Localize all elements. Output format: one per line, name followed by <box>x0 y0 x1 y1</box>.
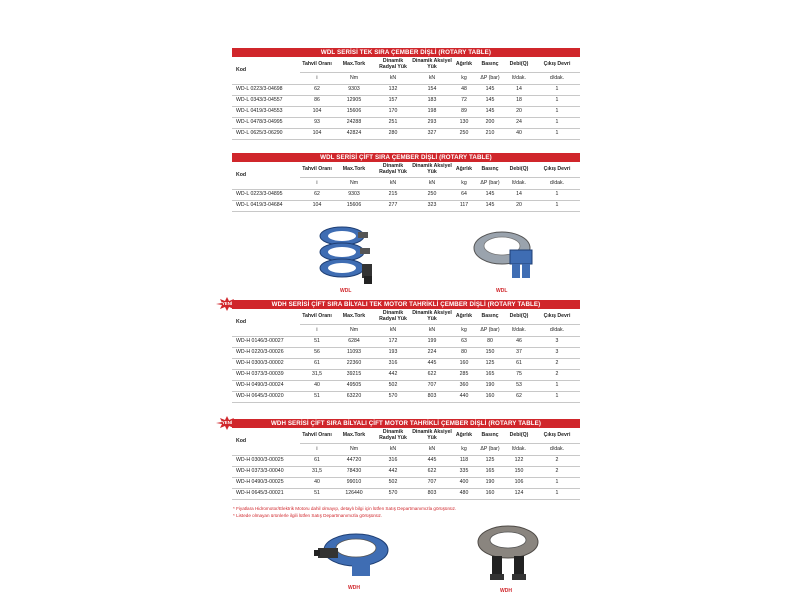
spec-table <box>232 428 580 500</box>
cell-tahvil: 51 <box>300 337 334 348</box>
cell-aksiyel: 803 <box>412 392 452 403</box>
cell-radyal: 132 <box>374 85 412 96</box>
cell-kod: WD-L 0223/3-04895 <box>232 190 300 201</box>
unit-radyal: kN <box>374 178 412 190</box>
product-image-wdh-single <box>312 526 392 582</box>
column-header-agirlik: Ağırlık <box>452 162 476 178</box>
cell-aksiyel: 707 <box>412 478 452 489</box>
table-section-wdl-double <box>232 153 580 212</box>
cell-kod: WD-L 0419/3-04553 <box>232 107 300 118</box>
cell-debi: 20 <box>504 201 534 212</box>
cell-agirlik: 64 <box>452 190 476 201</box>
cell-tork: 42824 <box>334 129 374 140</box>
unit-cikis: d/dak. <box>534 73 580 85</box>
cell-cikis: 3 <box>534 348 580 359</box>
cell-tahvil: 93 <box>300 118 334 129</box>
cell-radyal: 277 <box>374 201 412 212</box>
spec-table <box>232 162 580 212</box>
unit-cikis: d/dak. <box>534 178 580 190</box>
cell-aksiyel: 327 <box>412 129 452 140</box>
unit-tahvil: i <box>300 73 334 85</box>
unit-debi: lt/dak. <box>504 73 534 85</box>
unit-aksiyel: kN <box>412 73 452 85</box>
column-header-debi: Debi(Q) <box>504 309 534 325</box>
cell-debi: 53 <box>504 381 534 392</box>
column-header-tahvil: Tahvil Oranı <box>300 162 334 178</box>
cell-radyal: 170 <box>374 107 412 118</box>
cell-tahvil: 62 <box>300 190 334 201</box>
cell-basinc: 145 <box>476 190 504 201</box>
cell-kod: WD-H 0645/3-00021 <box>232 489 300 500</box>
unit-tork: Nm <box>334 325 374 337</box>
cell-agirlik: 80 <box>452 348 476 359</box>
cell-cikis: 1 <box>534 190 580 201</box>
cell-tahvil: 61 <box>300 359 334 370</box>
column-header-radyal: Dinamik Radyal Yük <box>374 57 412 73</box>
cell-tork: 15606 <box>334 107 374 118</box>
footnote-1: * Fiyatlara Hidromotor/Elektrik Motoru dahil olmayıp, detaylı bilgi için lütfen Satış Departmanımızla görüşünüz. <box>233 506 457 511</box>
cell-agirlik: 285 <box>452 370 476 381</box>
cell-basinc: 145 <box>476 107 504 118</box>
column-header-cikis: Çıkış Devri <box>534 162 580 178</box>
cell-agirlik: 72 <box>452 96 476 107</box>
column-header-aksiyel: Dinamik Aksiyel Yük <box>412 162 452 178</box>
cell-tahvil: 104 <box>300 129 334 140</box>
cell-debi: 61 <box>504 359 534 370</box>
footnote-2: * Listede olmayan ürünlerle ilgili lütfen Satış Departmanımızla görüşünüz. <box>233 512 383 518</box>
cell-basinc: 200 <box>476 118 504 129</box>
cell-aksiyel: 445 <box>412 359 452 370</box>
cell-radyal: 280 <box>374 129 412 140</box>
cell-basinc: 190 <box>476 381 504 392</box>
column-header-tork: Max.Tork <box>334 309 374 325</box>
table-section-wdl-single <box>232 48 580 140</box>
column-header-aksiyel: Dinamik Aksiyel Yük <box>412 309 452 325</box>
cell-cikis: 2 <box>534 467 580 478</box>
cell-agirlik: 89 <box>452 107 476 118</box>
cell-kod: WD-H 0373/3-00040 <box>232 467 300 478</box>
table-row <box>232 337 580 348</box>
column-header-radyal: Dinamik Radyal Yük <box>374 162 412 178</box>
cell-basinc: 160 <box>476 392 504 403</box>
column-header-tork: Max.Tork <box>334 57 374 73</box>
cell-debi: 14 <box>504 190 534 201</box>
table-row <box>232 201 580 212</box>
cell-agirlik: 63 <box>452 337 476 348</box>
cell-cikis: 1 <box>534 392 580 403</box>
column-header-kod: Kod <box>232 57 300 85</box>
cell-aksiyel: 707 <box>412 381 452 392</box>
cell-cikis: 1 <box>534 85 580 96</box>
cell-aksiyel: 622 <box>412 467 452 478</box>
cell-kod: WD-H 0490/3-00024 <box>232 381 300 392</box>
cell-aksiyel: 250 <box>412 190 452 201</box>
column-header-agirlik: Ağırlık <box>452 309 476 325</box>
cell-radyal: 172 <box>374 337 412 348</box>
cell-radyal: 193 <box>374 348 412 359</box>
unit-agirlik: kg <box>452 73 476 85</box>
cell-debi: 75 <box>504 370 534 381</box>
cell-debi: 150 <box>504 467 534 478</box>
cell-radyal: 316 <box>374 359 412 370</box>
cell-tork: 44720 <box>334 456 374 467</box>
unit-tork: Nm <box>334 444 374 456</box>
column-header-cikis: Çıkış Devri <box>534 57 580 73</box>
cell-basinc: 165 <box>476 467 504 478</box>
column-header-tahvil: Tahvil Oranı <box>300 428 334 444</box>
cell-cikis: 1 <box>534 118 580 129</box>
cell-aksiyel: 323 <box>412 201 452 212</box>
cell-tork: 11093 <box>334 348 374 359</box>
column-header-kod: Kod <box>232 162 300 190</box>
cell-tahvil: 104 <box>300 201 334 212</box>
unit-basinc: ΔP (bar) <box>476 444 504 456</box>
column-header-debi: Debi(Q) <box>504 162 534 178</box>
cell-radyal: 316 <box>374 456 412 467</box>
cell-basinc: 125 <box>476 456 504 467</box>
cell-basinc: 145 <box>476 85 504 96</box>
cell-cikis: 1 <box>534 107 580 118</box>
cell-agirlik: 118 <box>452 456 476 467</box>
cell-agirlik: 160 <box>452 359 476 370</box>
column-header-debi: Debi(Q) <box>504 57 534 73</box>
cell-aksiyel: 293 <box>412 118 452 129</box>
unit-aksiyel: kN <box>412 178 452 190</box>
cell-kod: WD-H 0373/3-00039 <box>232 370 300 381</box>
column-header-aksiyel: Dinamik Aksiyel Yük <box>412 428 452 444</box>
cell-radyal: 442 <box>374 467 412 478</box>
column-header-basinc: Basınç <box>476 162 504 178</box>
column-header-aksiyel: Dinamik Aksiyel Yük <box>412 57 452 73</box>
column-header-tork: Max.Tork <box>334 428 374 444</box>
column-header-cikis: Çıkış Devri <box>534 428 580 444</box>
unit-basinc: ΔP (bar) <box>476 73 504 85</box>
cell-tahvil: 40 <box>300 381 334 392</box>
cell-debi: 122 <box>504 456 534 467</box>
cell-tork: 126440 <box>334 489 374 500</box>
cell-kod: WD-L 0419/3-04684 <box>232 201 300 212</box>
cell-tahvil: 51 <box>300 392 334 403</box>
column-header-kod: Kod <box>232 309 300 337</box>
cell-radyal: 215 <box>374 190 412 201</box>
table-row <box>232 359 580 370</box>
product-image-wdl-stack <box>318 222 378 286</box>
cell-debi: 106 <box>504 478 534 489</box>
column-header-cikis: Çıkış Devri <box>534 309 580 325</box>
cell-aksiyel: 803 <box>412 489 452 500</box>
cell-debi: 40 <box>504 129 534 140</box>
column-header-basinc: Basınç <box>476 428 504 444</box>
unit-tahvil: i <box>300 178 334 190</box>
unit-tork: Nm <box>334 73 374 85</box>
cell-cikis: 1 <box>534 96 580 107</box>
unit-radyal: kN <box>374 444 412 456</box>
cell-radyal: 570 <box>374 489 412 500</box>
cell-basinc: 190 <box>476 478 504 489</box>
cell-tork: 6284 <box>334 337 374 348</box>
cell-debi: 124 <box>504 489 534 500</box>
caption-wdl-1: WDL <box>340 288 352 294</box>
section-title: WDL SERİSİ ÇİFT SIRA ÇEMBER DİŞLİ (ROTARY TABLE) <box>232 153 580 162</box>
table-row <box>232 381 580 392</box>
column-header-debi: Debi(Q) <box>504 428 534 444</box>
cell-cikis: 1 <box>534 489 580 500</box>
cell-tork: 49505 <box>334 381 374 392</box>
footnotes <box>233 506 456 519</box>
cell-cikis: 1 <box>534 381 580 392</box>
cell-tahvil: 56 <box>300 348 334 359</box>
spec-table <box>232 309 580 403</box>
new-badge-label: YENİ <box>221 301 233 306</box>
table-section-wdh-single-motor <box>221 300 580 403</box>
unit-cikis: d/dak. <box>534 444 580 456</box>
cell-debi: 14 <box>504 85 534 96</box>
cell-aksiyel: 183 <box>412 96 452 107</box>
cell-tahvil: 51 <box>300 489 334 500</box>
product-image-wdh-double <box>470 520 546 584</box>
table-row <box>232 348 580 359</box>
cell-tork: 78430 <box>334 467 374 478</box>
cell-tork: 12905 <box>334 96 374 107</box>
column-header-tahvil: Tahvil Oranı <box>300 57 334 73</box>
new-badge <box>216 416 238 430</box>
cell-agirlik: 335 <box>452 467 476 478</box>
cell-aksiyel: 224 <box>412 348 452 359</box>
cell-aksiyel: 199 <box>412 337 452 348</box>
column-header-tork: Max.Tork <box>334 162 374 178</box>
cell-basinc: 145 <box>476 96 504 107</box>
cell-radyal: 157 <box>374 96 412 107</box>
cell-kod: WD-L 0223/3-04698 <box>232 85 300 96</box>
cell-debi: 18 <box>504 96 534 107</box>
cell-tork: 63220 <box>334 392 374 403</box>
cell-agirlik: 117 <box>452 201 476 212</box>
cell-agirlik: 250 <box>452 129 476 140</box>
cell-tahvil: 104 <box>300 107 334 118</box>
spec-table <box>232 57 580 140</box>
column-header-basinc: Basınç <box>476 309 504 325</box>
cell-tork: 15606 <box>334 201 374 212</box>
cell-basinc: 145 <box>476 201 504 212</box>
product-image-wdl-single <box>472 224 536 282</box>
unit-aksiyel: kN <box>412 325 452 337</box>
new-badge-label: YENİ <box>221 420 233 425</box>
unit-debi: lt/dak. <box>504 178 534 190</box>
cell-basinc: 80 <box>476 337 504 348</box>
unit-tahvil: i <box>300 325 334 337</box>
cell-debi: 20 <box>504 107 534 118</box>
unit-cikis: d/dak. <box>534 325 580 337</box>
cell-tahvil: 61 <box>300 456 334 467</box>
unit-agirlik: kg <box>452 178 476 190</box>
cell-kod: WD-H 0490/3-00025 <box>232 478 300 489</box>
new-badge <box>216 297 238 311</box>
column-header-agirlik: Ağırlık <box>452 57 476 73</box>
table-row <box>232 467 580 478</box>
cell-tahvil: 40 <box>300 478 334 489</box>
cell-basinc: 165 <box>476 370 504 381</box>
cell-cikis: 1 <box>534 129 580 140</box>
table-row <box>232 118 580 129</box>
cell-kod: WD-H 0300/3-00002 <box>232 359 300 370</box>
unit-basinc: ΔP (bar) <box>476 325 504 337</box>
cell-cikis: 2 <box>534 370 580 381</box>
unit-agirlik: kg <box>452 444 476 456</box>
cell-cikis: 2 <box>534 456 580 467</box>
section-title: WDH SERİSİ ÇİFT SIRA BİLYALI TEK MOTOR TAHRİKLİ ÇEMBER DİŞLİ (ROTARY TABLE) <box>232 300 580 309</box>
table-row <box>232 478 580 489</box>
table-row <box>232 370 580 381</box>
unit-basinc: ΔP (bar) <box>476 178 504 190</box>
cell-radyal: 442 <box>374 370 412 381</box>
column-header-agirlik: Ağırlık <box>452 428 476 444</box>
table-section-wdh-double-motor <box>221 419 580 500</box>
cell-basinc: 160 <box>476 489 504 500</box>
unit-radyal: kN <box>374 73 412 85</box>
cell-kod: WD-L 0343/3-04557 <box>232 96 300 107</box>
cell-agirlik: 400 <box>452 478 476 489</box>
cell-agirlik: 130 <box>452 118 476 129</box>
unit-radyal: kN <box>374 325 412 337</box>
cell-radyal: 502 <box>374 478 412 489</box>
cell-agirlik: 480 <box>452 489 476 500</box>
column-header-basinc: Basınç <box>476 57 504 73</box>
cell-agirlik: 360 <box>452 381 476 392</box>
cell-aksiyel: 445 <box>412 456 452 467</box>
table-row <box>232 190 580 201</box>
cell-basinc: 150 <box>476 348 504 359</box>
cell-debi: 62 <box>504 392 534 403</box>
cell-tork: 39215 <box>334 370 374 381</box>
cell-aksiyel: 154 <box>412 85 452 96</box>
cell-kod: WD-H 0220/3-00026 <box>232 348 300 359</box>
table-row <box>232 85 580 96</box>
cell-agirlik: 440 <box>452 392 476 403</box>
unit-tahvil: i <box>300 444 334 456</box>
table-row <box>232 129 580 140</box>
section-title: WDH SERİSİ ÇİFT SIRA BİLYALI ÇİFT MOTOR TAHRİKLİ ÇEMBER DİŞLİ (ROTARY TABLE) <box>232 419 580 428</box>
cell-kod: WD-H 0645/3-00020 <box>232 392 300 403</box>
cell-tork: 22360 <box>334 359 374 370</box>
cell-kod: WD-H 0300/3-00025 <box>232 456 300 467</box>
caption-wdl-2: WDL <box>496 288 508 294</box>
cell-debi: 24 <box>504 118 534 129</box>
cell-aksiyel: 622 <box>412 370 452 381</box>
unit-debi: lt/dak. <box>504 444 534 456</box>
table-row <box>232 392 580 403</box>
cell-basinc: 125 <box>476 359 504 370</box>
cell-radyal: 502 <box>374 381 412 392</box>
column-header-radyal: Dinamik Radyal Yük <box>374 428 412 444</box>
cell-tahvil: 86 <box>300 96 334 107</box>
cell-tahvil: 31,5 <box>300 467 334 478</box>
unit-tork: Nm <box>334 178 374 190</box>
caption-wdh-1: WDH <box>348 585 360 591</box>
caption-wdh-2: WDH <box>500 588 512 594</box>
cell-tahvil: 31,5 <box>300 370 334 381</box>
cell-kod: WD-L 0625/3-06290 <box>232 129 300 140</box>
table-row <box>232 107 580 118</box>
cell-tork: 9303 <box>334 190 374 201</box>
cell-kod: WD-H 0146/3-00027 <box>232 337 300 348</box>
cell-cikis: 3 <box>534 337 580 348</box>
cell-cikis: 1 <box>534 201 580 212</box>
cell-aksiyel: 198 <box>412 107 452 118</box>
cell-basinc: 210 <box>476 129 504 140</box>
unit-agirlik: kg <box>452 325 476 337</box>
table-row <box>232 489 580 500</box>
cell-debi: 46 <box>504 337 534 348</box>
table-row <box>232 96 580 107</box>
cell-kod: WD-L 0478/3-04995 <box>232 118 300 129</box>
cell-cikis: 2 <box>534 359 580 370</box>
table-row <box>232 456 580 467</box>
section-title: WDL SERİSİ TEK SIRA ÇEMBER DİŞLİ (ROTARY TABLE) <box>232 48 580 57</box>
unit-debi: lt/dak. <box>504 325 534 337</box>
cell-tork: 24288 <box>334 118 374 129</box>
unit-aksiyel: kN <box>412 444 452 456</box>
cell-tahvil: 62 <box>300 85 334 96</box>
cell-agirlik: 48 <box>452 85 476 96</box>
column-header-radyal: Dinamik Radyal Yük <box>374 309 412 325</box>
column-header-tahvil: Tahvil Oranı <box>300 309 334 325</box>
cell-radyal: 251 <box>374 118 412 129</box>
cell-radyal: 570 <box>374 392 412 403</box>
cell-tork: 99010 <box>334 478 374 489</box>
cell-debi: 37 <box>504 348 534 359</box>
cell-cikis: 1 <box>534 478 580 489</box>
cell-tork: 9303 <box>334 85 374 96</box>
column-header-kod: Kod <box>232 428 300 456</box>
